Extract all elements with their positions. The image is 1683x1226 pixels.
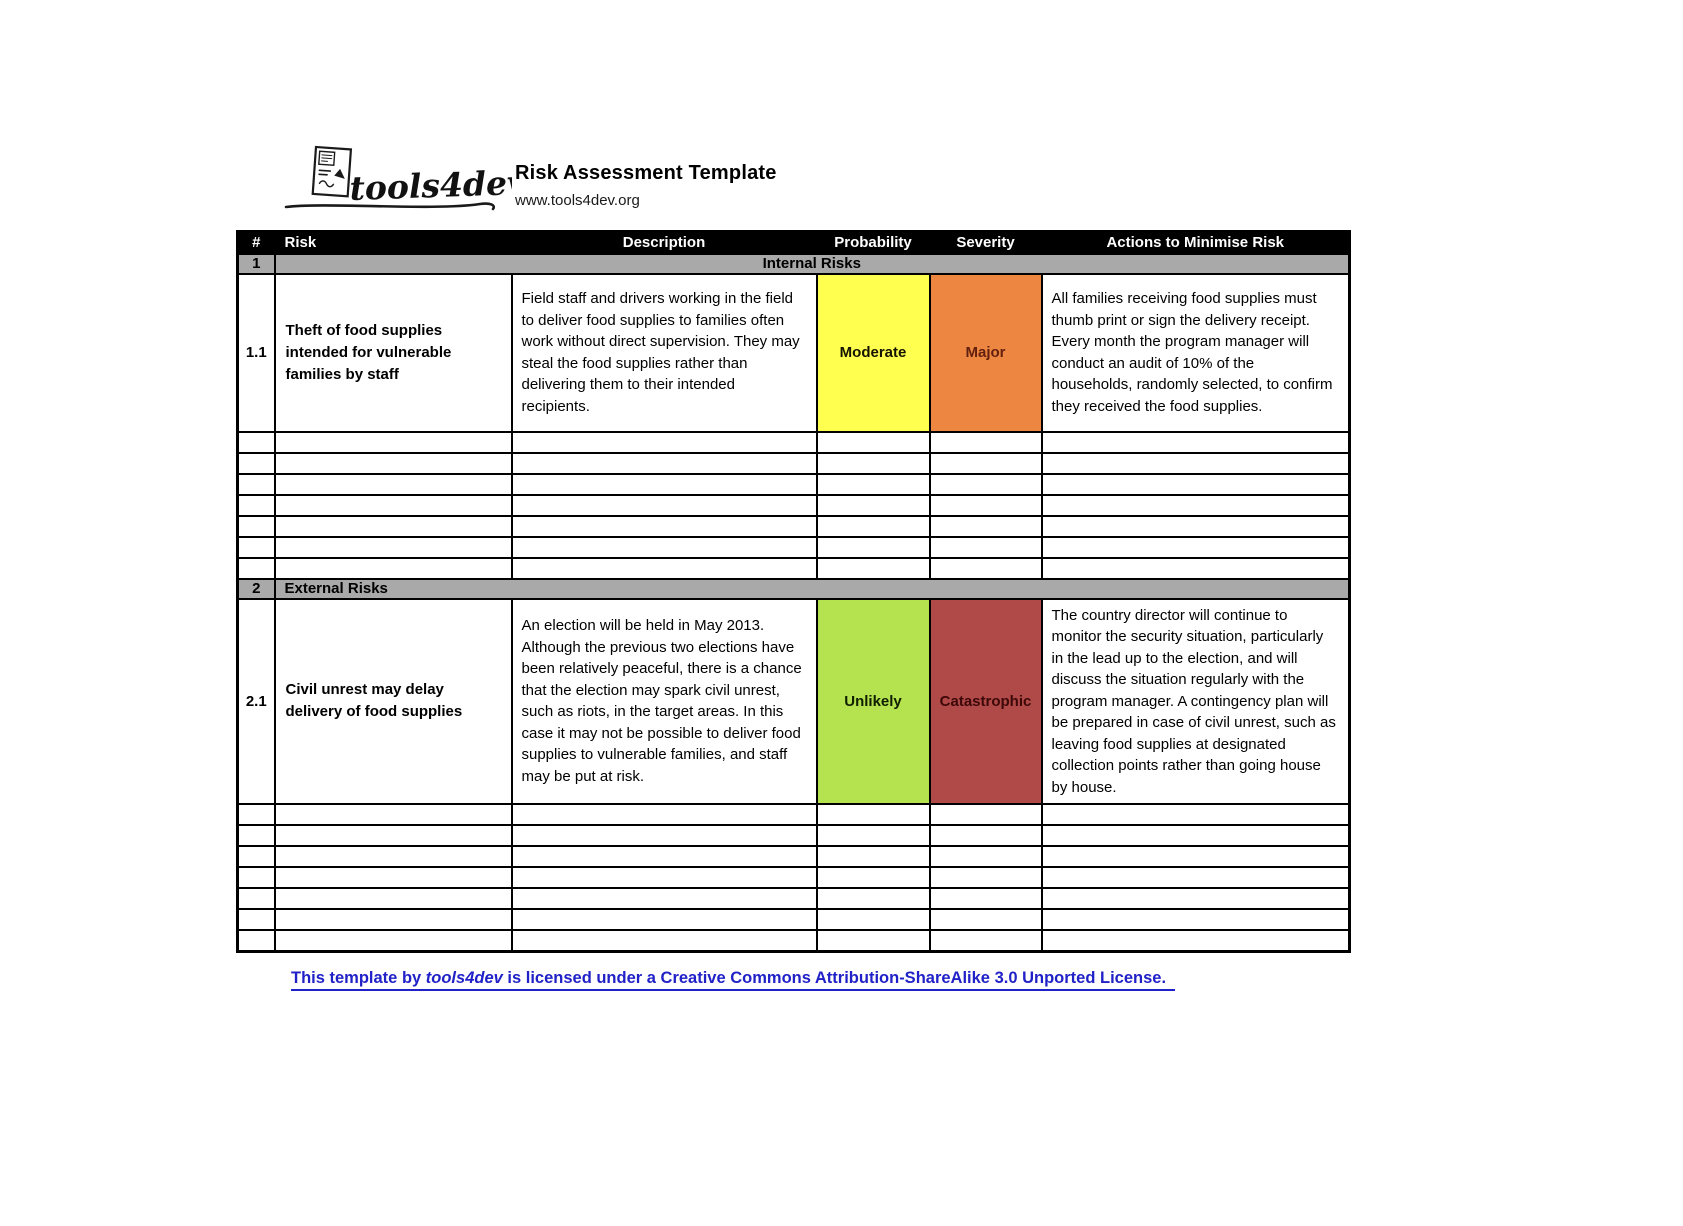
empty-cell [1042, 495, 1350, 516]
severity-value-catastrophic: Catastrophic [930, 599, 1042, 805]
empty-cell [817, 804, 930, 825]
empty-cell [817, 453, 930, 474]
empty-row [238, 453, 1350, 474]
empty-row [238, 930, 1350, 951]
empty-cell [817, 888, 930, 909]
empty-cell [512, 888, 817, 909]
empty-cell [512, 516, 817, 537]
empty-row [238, 495, 1350, 516]
tools4dev-logo [284, 144, 512, 223]
empty-row [238, 846, 1350, 867]
column-header-number: # [238, 232, 275, 254]
empty-row [238, 867, 1350, 888]
empty-cell [817, 537, 930, 558]
risk-actions: The country director will continue to monitor the security situation, particularly in the lead up to the election, and will discuss the situation regularly with the program manager. A contingency plan will be prepared in case of civil unrest, such as leaving food supplies at designated collection points rather than going house by house. [1042, 599, 1350, 805]
probability-value-moderate: Moderate [817, 274, 930, 432]
empty-cell [930, 930, 1042, 951]
empty-cell [238, 474, 275, 495]
empty-row [238, 537, 1350, 558]
empty-cell [275, 432, 512, 453]
empty-cell [275, 909, 512, 930]
empty-cell [1042, 537, 1350, 558]
empty-cell [1042, 846, 1350, 867]
empty-row [238, 474, 1350, 495]
empty-cell [238, 930, 275, 951]
website-url: www.tools4dev.org [515, 192, 640, 209]
risk-description: Field staff and drivers working in the field to deliver food supplies to families often work without direct supervision. They may steal the food supplies rather than delivering them to their intended recipients. [512, 274, 817, 432]
empty-cell [238, 867, 275, 888]
empty-cell [817, 825, 930, 846]
empty-cell [930, 867, 1042, 888]
empty-cell [930, 474, 1042, 495]
empty-cell [275, 888, 512, 909]
risk-actions: All families receiving food supplies must thumb print or sign the delivery receipt. Every month the program manager will conduct an audit of 10% of the households, randomly selected, to confirm they received the food supplies. [1042, 274, 1350, 432]
empty-cell [238, 516, 275, 537]
empty-cell [275, 825, 512, 846]
empty-cell [1042, 558, 1350, 579]
empty-cell [275, 558, 512, 579]
table-header-row [238, 232, 1350, 254]
section-number: 2 [238, 579, 275, 599]
empty-cell [930, 453, 1042, 474]
empty-cell [275, 867, 512, 888]
empty-cell [1042, 909, 1350, 930]
empty-cell [817, 474, 930, 495]
empty-cell [512, 495, 817, 516]
empty-cell [512, 537, 817, 558]
empty-cell [238, 909, 275, 930]
empty-cell [930, 432, 1042, 453]
empty-cell [512, 558, 817, 579]
empty-cell [1042, 474, 1350, 495]
section-title: Internal Risks [275, 254, 1350, 274]
empty-cell [512, 432, 817, 453]
empty-cell [238, 453, 275, 474]
empty-cell [275, 846, 512, 867]
empty-cell [238, 825, 275, 846]
empty-cell [238, 846, 275, 867]
section-row-internal-risks [238, 254, 1350, 274]
logo-graphic [284, 144, 512, 218]
empty-cell [512, 846, 817, 867]
empty-cell [512, 930, 817, 951]
empty-cell [238, 804, 275, 825]
empty-cell [1042, 867, 1350, 888]
empty-cell [930, 909, 1042, 930]
empty-cell [817, 516, 930, 537]
risk-id: 1.1 [238, 274, 275, 432]
risk-row-1-1 [238, 274, 1350, 432]
empty-cell [817, 846, 930, 867]
empty-cell [817, 909, 930, 930]
page-title: Risk Assessment Template [515, 162, 777, 184]
empty-cell [817, 495, 930, 516]
empty-row [238, 558, 1350, 579]
empty-cell [275, 495, 512, 516]
empty-row [238, 909, 1350, 930]
empty-cell [512, 867, 817, 888]
empty-cell [238, 537, 275, 558]
logo-wordmark: tools4dev [348, 162, 512, 208]
empty-cell [275, 930, 512, 951]
empty-cell [1042, 453, 1350, 474]
empty-cell [930, 558, 1042, 579]
column-header-severity: Severity [930, 232, 1042, 254]
empty-cell [238, 495, 275, 516]
empty-cell [1042, 825, 1350, 846]
empty-cell [275, 474, 512, 495]
section-number: 1 [238, 254, 275, 274]
empty-cell [275, 804, 512, 825]
empty-cell [930, 804, 1042, 825]
severity-value-major: Major [930, 274, 1042, 432]
license-footer [291, 969, 1175, 991]
empty-cell [930, 495, 1042, 516]
empty-row [238, 804, 1350, 825]
probability-value-unlikely: Unlikely [817, 599, 930, 805]
column-header-description: Description [512, 232, 817, 254]
empty-cell [512, 453, 817, 474]
column-header-actions: Actions to Minimise Risk [1042, 232, 1350, 254]
title-block [515, 162, 777, 209]
empty-row [238, 432, 1350, 453]
empty-cell [1042, 804, 1350, 825]
empty-cell [1042, 432, 1350, 453]
empty-cell [275, 537, 512, 558]
empty-cell [1042, 516, 1350, 537]
empty-cell [930, 516, 1042, 537]
risk-assessment-table [236, 230, 1351, 953]
empty-cell [275, 453, 512, 474]
empty-cell [817, 432, 930, 453]
empty-cell [1042, 930, 1350, 951]
section-row-external-risks [238, 579, 1350, 599]
empty-cell [817, 867, 930, 888]
section-title: External Risks [275, 579, 1350, 599]
license-text-before: This template by [291, 969, 426, 987]
risk-description: An election will be held in May 2013. Although the previous two elections have been relatively peaceful, there is a chance that the election may spark civil unrest, such as riots, in the target areas. In this case it may not be possible to deliver food supplies to vulnerable families, and staff may be put at risk. [512, 599, 817, 805]
empty-cell [930, 846, 1042, 867]
empty-row [238, 825, 1350, 846]
empty-cell [238, 432, 275, 453]
empty-cell [238, 888, 275, 909]
license-brand: tools4dev [425, 969, 503, 987]
empty-cell [930, 537, 1042, 558]
empty-cell [238, 558, 275, 579]
risk-name: Theft of food supplies intended for vulnerable families by staff [275, 274, 512, 432]
empty-row [238, 888, 1350, 909]
empty-cell [930, 825, 1042, 846]
empty-cell [512, 825, 817, 846]
column-header-probability: Probability [817, 232, 930, 254]
empty-cell [817, 930, 930, 951]
empty-cell [930, 888, 1042, 909]
empty-cell [512, 474, 817, 495]
license-link[interactable] [291, 969, 1175, 991]
license-text-after: is licensed under a Creative Commons Attribution-ShareAlike 3.0 Unported License. [502, 969, 1167, 987]
empty-cell [275, 516, 512, 537]
risk-row-2-1 [238, 599, 1350, 805]
column-header-risk: Risk [275, 232, 512, 254]
risk-name: Civil unrest may delay delivery of food supplies [275, 599, 512, 805]
empty-row [238, 516, 1350, 537]
empty-cell [512, 909, 817, 930]
empty-cell [817, 558, 930, 579]
risk-id: 2.1 [238, 599, 275, 805]
empty-cell [512, 804, 817, 825]
empty-cell [1042, 888, 1350, 909]
